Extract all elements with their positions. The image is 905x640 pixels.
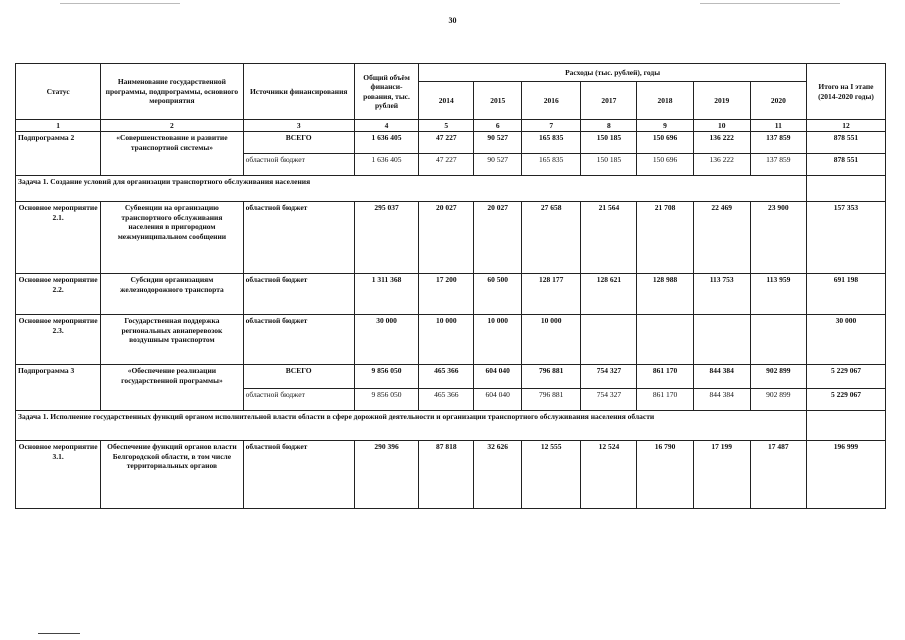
year-cell: 10 000	[522, 315, 581, 365]
measure-2-2-name: Субсидии организациям железнодорожного транспорта	[101, 274, 243, 315]
year-cell: 21 708	[637, 202, 693, 274]
source-cell: ВСЕГО	[243, 365, 354, 389]
year-cell: 150 696	[637, 154, 693, 176]
measure-2-3-status: Основное мероприятие 2.3.	[16, 315, 101, 365]
year-cell: 465 366	[419, 365, 474, 389]
year-cell: 10 000	[419, 315, 474, 365]
col-number: 8	[581, 120, 637, 132]
header-total-volume: Общий объём финанси-рования, тыс. рублей	[354, 64, 418, 120]
stage-total-cell: 30 000	[806, 315, 885, 365]
col-number: 6	[474, 120, 522, 132]
year-cell: 90 527	[474, 154, 522, 176]
year-cell: 32 626	[474, 441, 522, 509]
year-cell: 16 790	[637, 441, 693, 509]
year-cell	[581, 315, 637, 365]
year-cell	[693, 315, 750, 365]
header-row-1	[16, 64, 886, 82]
year-cell: 22 469	[693, 202, 750, 274]
year-cell: 47 227	[419, 132, 474, 154]
measure-2-3-name: Государственная поддержка региональных авиаперевозок воздушным транспортом	[101, 315, 243, 365]
year-cell: 90 527	[474, 132, 522, 154]
measure-3-1-status: Основное мероприятие 3.1.	[16, 441, 101, 509]
year-cell: 902 899	[750, 365, 806, 389]
source-cell: областной бюджет	[243, 274, 354, 315]
year-2018: 2018	[637, 82, 693, 120]
year-2017: 2017	[581, 82, 637, 120]
col-number: 11	[750, 120, 806, 132]
year-cell: 150 185	[581, 132, 637, 154]
stage-total-cell: 157 353	[806, 202, 885, 274]
total-cell: 1 311 368	[354, 274, 418, 315]
year-cell: 17 199	[693, 441, 750, 509]
year-cell: 47 227	[419, 154, 474, 176]
table-row	[16, 274, 886, 315]
footer-rule	[38, 633, 80, 634]
col-number: 10	[693, 120, 750, 132]
year-cell: 754 327	[581, 365, 637, 389]
total-cell: 9 856 050	[354, 389, 418, 411]
year-cell: 844 384	[693, 389, 750, 411]
total-cell: 295 037	[354, 202, 418, 274]
year-cell: 137 859	[750, 154, 806, 176]
year-cell: 165 835	[522, 154, 581, 176]
year-cell: 128 177	[522, 274, 581, 315]
subprogram-2-name: «Совершенствование и развитие транспортной системы»	[101, 132, 243, 176]
year-cell: 113 753	[693, 274, 750, 315]
measure-2-1-name: Субвенции на организацию транспортного обслуживания населения в пригородном межмуниципальном сообщении	[101, 202, 243, 274]
col-number: 4	[354, 120, 418, 132]
year-cell: 604 040	[474, 389, 522, 411]
year-cell: 10 000	[474, 315, 522, 365]
year-cell: 796 881	[522, 365, 581, 389]
subprogram-2-status: Подпрограмма 2	[16, 132, 101, 176]
year-2014: 2014	[419, 82, 474, 120]
year-cell: 150 185	[581, 154, 637, 176]
subprogram-3-name: «Обеспечение реализации государственной программы»	[101, 365, 243, 411]
year-cell: 165 835	[522, 132, 581, 154]
total-cell: 290 396	[354, 441, 418, 509]
header-expenses: Расходы (тыс. рублей), годы	[419, 64, 807, 82]
year-2019: 2019	[693, 82, 750, 120]
year-cell	[750, 315, 806, 365]
year-2015: 2015	[474, 82, 522, 120]
table-row	[16, 365, 886, 389]
stage-total-cell: 5 229 067	[806, 365, 885, 389]
task-1-title: Задача 1. Создание условий для организации транспортного обслуживания населения	[16, 176, 807, 202]
year-cell: 20 027	[419, 202, 474, 274]
year-cell: 20 027	[474, 202, 522, 274]
year-cell: 12 555	[522, 441, 581, 509]
year-cell: 604 040	[474, 365, 522, 389]
task-row	[16, 411, 886, 441]
year-cell: 754 327	[581, 389, 637, 411]
header-stage-total: Итого на I этапе (2014-2020 годы)	[806, 64, 885, 120]
year-cell: 128 621	[581, 274, 637, 315]
source-cell: областной бюджет	[243, 441, 354, 509]
year-2016: 2016	[522, 82, 581, 120]
year-cell: 17 200	[419, 274, 474, 315]
total-cell: 9 856 050	[354, 365, 418, 389]
source-cell: областной бюджет	[243, 154, 354, 176]
header-status: Статус	[16, 64, 101, 120]
col-number: 7	[522, 120, 581, 132]
col-number: 1	[16, 120, 101, 132]
empty-cell	[806, 176, 885, 202]
year-cell: 861 170	[637, 389, 693, 411]
stage-total-cell: 878 551	[806, 132, 885, 154]
task-row	[16, 176, 886, 202]
year-cell	[637, 315, 693, 365]
year-cell: 12 524	[581, 441, 637, 509]
year-cell: 796 881	[522, 389, 581, 411]
year-cell: 150 696	[637, 132, 693, 154]
top-rule-right	[700, 3, 840, 4]
year-cell: 861 170	[637, 365, 693, 389]
total-cell: 1 636 405	[354, 154, 418, 176]
year-cell: 465 366	[419, 389, 474, 411]
source-cell: ВСЕГО	[243, 132, 354, 154]
source-cell: областной бюджет	[243, 315, 354, 365]
subprogram-3-status: Подпрограмма 3	[16, 365, 101, 411]
col-number: 5	[419, 120, 474, 132]
col-number: 9	[637, 120, 693, 132]
year-2020: 2020	[750, 82, 806, 120]
year-cell: 136 222	[693, 132, 750, 154]
column-number-row	[16, 120, 886, 132]
table-row	[16, 202, 886, 274]
year-cell: 902 899	[750, 389, 806, 411]
stage-total-cell: 5 229 067	[806, 389, 885, 411]
measure-3-1-name: Обеспечение функций органов власти Белгородской области, в том числе территориальных органов	[101, 441, 243, 509]
year-cell: 87 818	[419, 441, 474, 509]
total-cell: 30 000	[354, 315, 418, 365]
stage-total-cell: 196 999	[806, 441, 885, 509]
col-number: 2	[101, 120, 243, 132]
header-sources: Источники финансирования	[243, 64, 354, 120]
year-cell: 21 564	[581, 202, 637, 274]
source-cell: областной бюджет	[243, 389, 354, 411]
col-number: 3	[243, 120, 354, 132]
year-cell: 844 384	[693, 365, 750, 389]
header-name: Наименование государственной программы, подпрограммы, основного мероприятия	[101, 64, 243, 120]
top-rule-left	[60, 3, 180, 4]
year-cell: 136 222	[693, 154, 750, 176]
year-cell: 17 487	[750, 441, 806, 509]
measure-2-1-status: Основное мероприятие 2.1.	[16, 202, 101, 274]
year-cell: 60 500	[474, 274, 522, 315]
table-row	[16, 441, 886, 509]
table-row	[16, 315, 886, 365]
page-number: 30	[448, 16, 457, 25]
table-row	[16, 132, 886, 154]
measure-2-2-status: Основное мероприятие 2.2.	[16, 274, 101, 315]
year-cell: 23 900	[750, 202, 806, 274]
task-3-1-title: Задача 1. Исполнение государственных функций органом исполнительной власти области в сфере дорожной деятельности и организации транспортного обслуживания населения области	[16, 411, 807, 441]
year-cell: 137 859	[750, 132, 806, 154]
col-number: 12	[806, 120, 885, 132]
year-cell: 128 988	[637, 274, 693, 315]
budget-table	[15, 63, 886, 509]
total-cell: 1 636 405	[354, 132, 418, 154]
source-cell: областной бюджет	[243, 202, 354, 274]
year-cell: 27 658	[522, 202, 581, 274]
empty-cell	[806, 411, 885, 441]
stage-total-cell: 691 198	[806, 274, 885, 315]
stage-total-cell: 878 551	[806, 154, 885, 176]
year-cell: 113 959	[750, 274, 806, 315]
